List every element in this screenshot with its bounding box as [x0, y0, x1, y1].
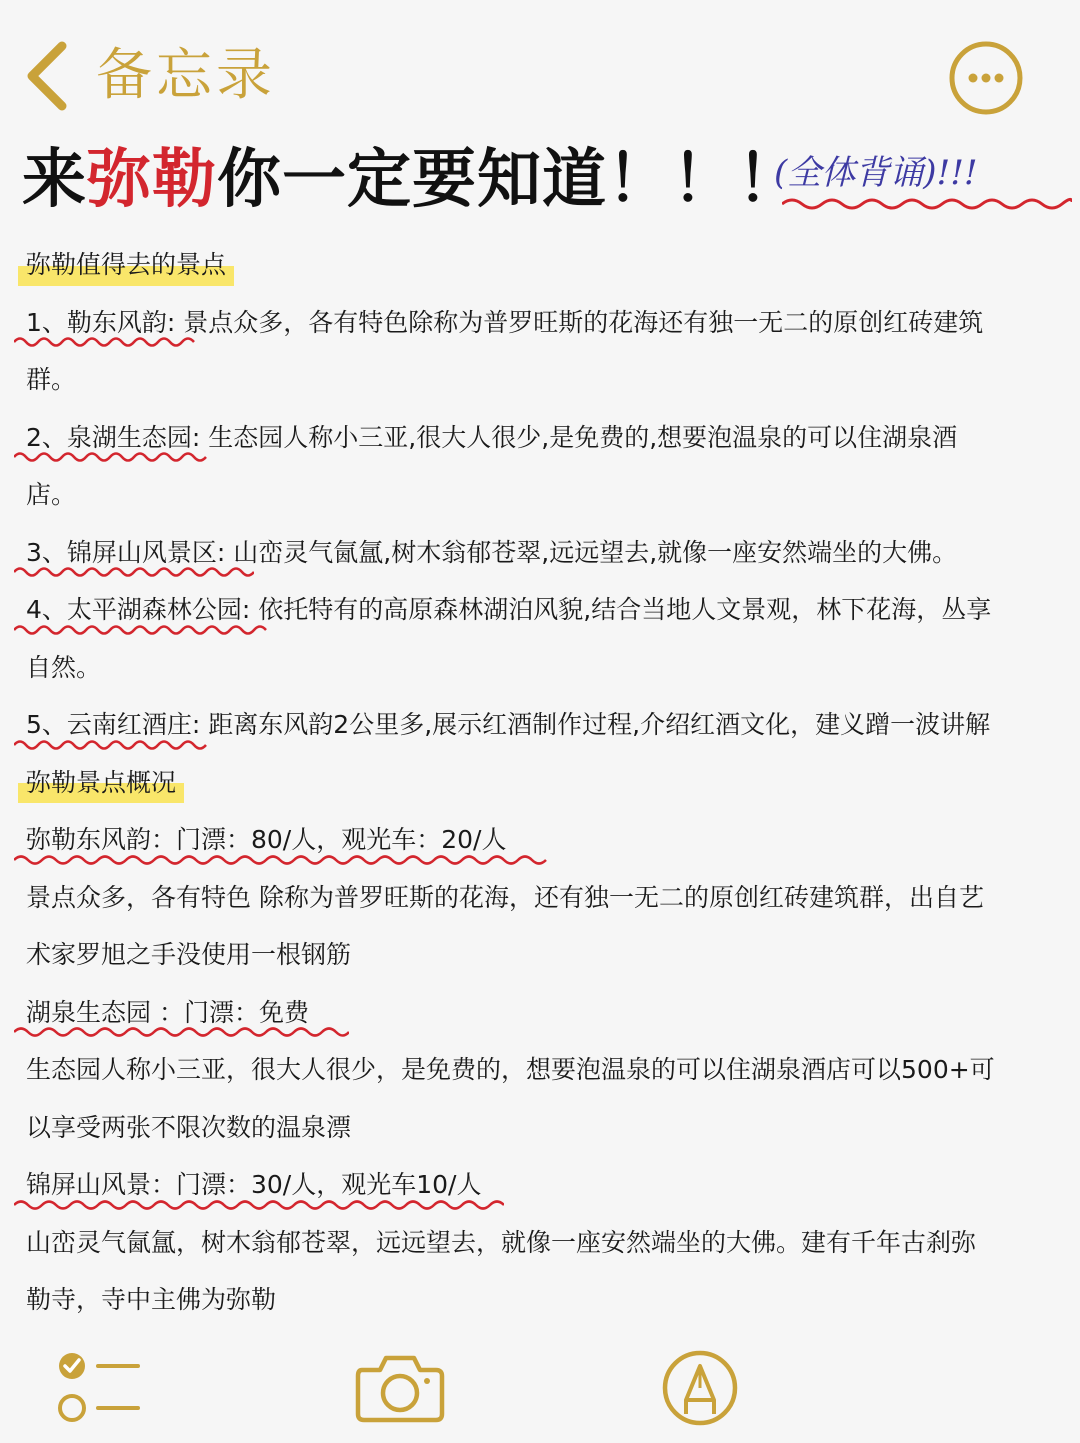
section-heading-overview: 弥勒景点概况 [26, 754, 176, 812]
section-heading-row [26, 754, 1066, 812]
section-heading-row [26, 236, 1066, 294]
item-label-underlined: 1、勒东风韵: [26, 294, 175, 352]
item-description: 山峦灵气氤氲,树木翁郁苍翠,远远望去,就像一座安然端坐的大佛。 [233, 537, 958, 567]
title-handwritten-note: (全体背诵)!!! [774, 153, 978, 193]
top-navigation-bar [0, 0, 1080, 130]
more-options-icon[interactable] [946, 38, 1026, 118]
checklist-icon[interactable] [54, 1348, 142, 1426]
overview-block-title [26, 1156, 1066, 1214]
overview-block-description: 山峦灵气氤氲，树木翁郁苍翠，远远望去，就像一座安然端坐的大佛。建有千年古刹弥 [26, 1227, 977, 1257]
section-heading-attractions: 弥勒值得去的景点 [26, 236, 226, 294]
back-chevron-icon[interactable] [22, 40, 72, 112]
note-body[interactable] [26, 236, 1066, 1329]
overview-title-underlined: 锦屏山风景：门漂：30/人，观光车10/人 [26, 1156, 481, 1214]
list-item [26, 696, 1066, 754]
camera-icon[interactable] [354, 1348, 446, 1426]
list-item-continuation: 群。 [26, 365, 77, 394]
markup-pen-icon[interactable] [660, 1348, 740, 1428]
note-title-text [22, 138, 802, 222]
list-item-continuation: 自然。 [26, 652, 102, 682]
title-red-squiggle [782, 196, 1072, 212]
overview-block-description: 勒寺，寺中主佛为弥勒 [26, 1285, 277, 1314]
title-part-3: 你一定要知道！！！ [217, 143, 802, 217]
back-button-label[interactable]: 备忘录 [96, 43, 276, 108]
bottom-toolbar [0, 1330, 1080, 1443]
overview-block-description: 以享受两张不限次数的温泉漂 [26, 1112, 352, 1142]
item-description: 生态园人称小三亚,很大人很少,是免费的,想要泡温泉的可以住湖泉酒 [208, 422, 958, 452]
note-title [22, 138, 1062, 228]
overview-title-underlined: 湖泉生态园 ：门漂：免费 [26, 984, 309, 1042]
overview-title-underlined: 弥勒东风韵：门漂：80/人，观光车：20/人 [26, 811, 506, 869]
title-part-1: 来 [22, 143, 87, 217]
item-description: 依托特有的高原森林湖泊风貌,结合当地人文景观，林下花海，丛享 [258, 595, 992, 624]
overview-block-title [26, 984, 1066, 1042]
overview-block-title [26, 811, 1066, 869]
list-item [26, 294, 1066, 352]
item-description: 距离东风韵2公里多,展示红酒制作过程,介绍红酒文化，建义蹭一波讲解 [208, 710, 991, 739]
list-item [26, 409, 1066, 467]
overview-block-description: 景点众多，各有特色 除称为普罗旺斯的花海，还有独一无二的原创红砖建筑群，出自艺 [26, 882, 984, 912]
list-item-continuation: 店。 [26, 480, 77, 509]
item-label-underlined: 5、云南红酒庄: [26, 696, 200, 754]
item-label-underlined: 3、锦屏山风景区: [26, 524, 225, 582]
item-label-underlined: 4、太平湖森林公园: [26, 581, 250, 639]
item-description: 景点众多，各有特色除称为普罗旺斯的花海还有独一无二的原创红砖建筑 [183, 307, 984, 337]
title-highlight-red: 弥勒 [87, 143, 217, 217]
list-item [26, 581, 1066, 639]
overview-block-description: 生态园人称小三亚，很大人很少，是免费的，想要泡温泉的可以住湖泉酒店可以500+可 [26, 1055, 995, 1084]
item-label-underlined: 2、泉湖生态园: [26, 409, 200, 467]
overview-block-description: 术家罗旭之手没使用一根钢筋 [26, 940, 352, 969]
list-item [26, 524, 1066, 582]
